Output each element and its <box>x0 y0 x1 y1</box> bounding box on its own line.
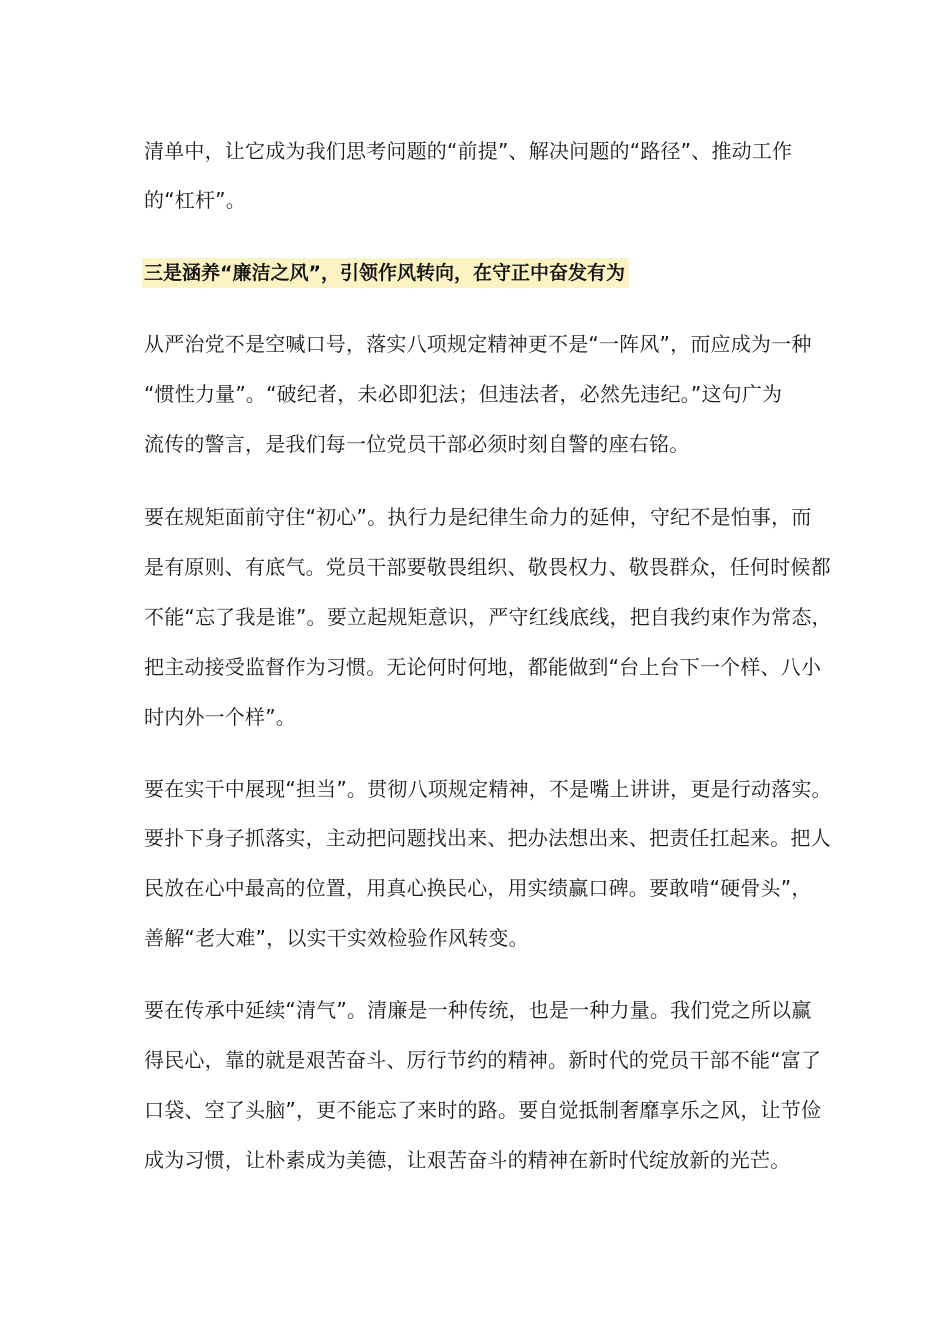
paragraph-line: 清单中，让它成为我们思考问题的“前提”、解决问题的“路径”、推动工作 <box>144 139 793 163</box>
paragraph-line: 口袋、空了头脑”，更不能忘了来时的路。要自觉抵制奢靡享乐之风，让节俭 <box>144 1098 822 1122</box>
paragraph-line: 把主动接受监督作为习惯。无论何时何地，都能做到“台上台下一个样、八小 <box>144 655 822 679</box>
paragraph-line: 是有原则、有底气。党员干部要敬畏组织、敬畏权力、敬畏群众，任何时候都 <box>144 555 831 579</box>
paragraph-line: 时内外一个样”。 <box>144 705 296 729</box>
paragraph-line: “惯性力量”。“破纪者，未必即犯法；但违法者，必然先违纪。”这句广为 <box>144 382 783 406</box>
paragraph-line: 成为习惯，让朴素成为美德，让艰苦奋斗的精神在新时代绽放新的光芒。 <box>144 1148 791 1172</box>
paragraph-line: 善解“老大难”，以实干实效检验作风转变。 <box>144 926 529 950</box>
paragraph-line: 从严治党不是空喊口号，落实八项规定精神更不是“一阵风”，而应成为一种 <box>144 332 812 356</box>
paragraph-line: 得民心，靠的就是艰苦奋斗、厉行节约的精神。新时代的党员干部不能“富了 <box>144 1048 822 1072</box>
paragraph-line: 民放在心中最高的位置，用真心换民心，用实绩赢口碑。要敢啃“硬骨头”， <box>144 876 812 900</box>
section-heading: 三是涵养“廉洁之风”，引领作风转向，在守正中奋发有为 <box>142 258 629 288</box>
paragraph-line: 不能“忘了我是谁”。要立起规矩意识，严守红线底线，把自我约束作为常态， <box>144 605 832 629</box>
paragraph-line: 流传的警言，是我们每一位党员干部必须时刻自警的座右铭。 <box>144 432 690 456</box>
paragraph-line: 要在实干中展现“担当”。贯彻八项规定精神，不是嘴上讲讲，更是行动落实。 <box>144 777 832 801</box>
paragraph-line: 的“杠杆”。 <box>144 188 246 212</box>
paragraph-line: 要在传承中延续“清气”。清廉是一种传统，也是一种力量。我们党之所以赢 <box>144 998 812 1022</box>
paragraph-line: 要在规矩面前守住“初心”。执行力是纪律生命力的延伸，守纪不是怕事，而 <box>144 505 812 529</box>
paragraph-line: 要扑下身子抓落实，主动把问题找出来、把办法想出来、把责任扛起来。把人 <box>144 826 831 850</box>
